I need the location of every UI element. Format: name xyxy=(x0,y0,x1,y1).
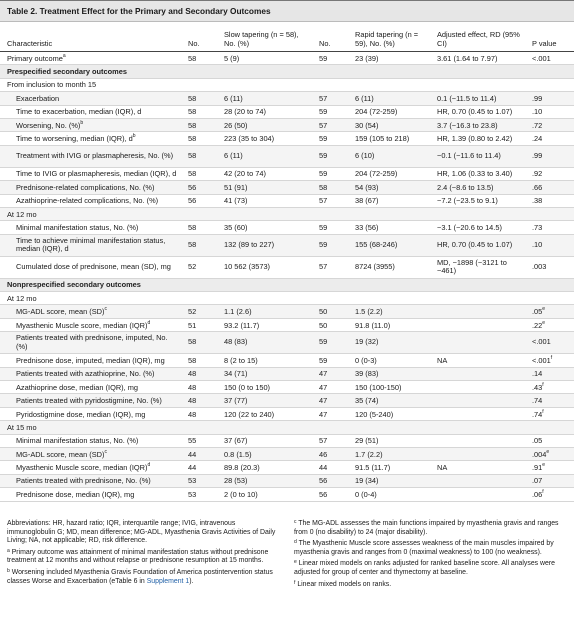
cell-slow-tapering: 6 (11) xyxy=(217,92,312,105)
subsection-label: At 12 mo xyxy=(0,292,574,305)
cell-no-slow: 58 xyxy=(181,234,217,256)
footnote: $^b$ Worsening included Myasthenia Gravis Foundation of America postintervention status classes Worse and Exacerbation (eTable 6 in Supplement 1). xyxy=(7,567,273,585)
cell-p-value: .10 xyxy=(525,234,574,256)
cell-no-slow: 48 xyxy=(181,394,217,407)
cell-slow-tapering: 37 (77) xyxy=(217,394,312,407)
cell-rapid-tapering: 23 (39) xyxy=(348,52,430,65)
cell-characteristic: Minimal manifestation status, No. (%) xyxy=(0,221,181,234)
cell-adjusted-effect: HR, 0.70 (0.45 to 1.07) xyxy=(430,105,525,118)
cell-p-value: .14 xyxy=(525,367,574,380)
cell-rapid-tapering: 0 (0-4) xyxy=(348,488,430,501)
cell-adjusted-effect: HR, 1.39 (0.80 to 2.42) xyxy=(430,132,525,145)
cell-characteristic: Prednisone-related complications, No. (%) xyxy=(0,181,181,194)
table-row xyxy=(0,145,574,167)
cell-adjusted-effect: NA xyxy=(430,354,525,367)
cell-no-slow: 44 xyxy=(181,461,217,474)
cell-slow-tapering: 28 (53) xyxy=(217,474,312,487)
cell-no-rapid: 57 xyxy=(312,256,348,278)
header-no-slow: No. xyxy=(181,22,217,52)
cell-adjusted-effect: 3.7 (−16.3 to 23.8) xyxy=(430,118,525,131)
cell-slow-tapering: 132 (89 to 227) xyxy=(217,234,312,256)
cell-no-rapid: 59 xyxy=(312,354,348,367)
subsection-row xyxy=(0,292,574,305)
subsection-row xyxy=(0,207,574,220)
cell-slow-tapering: 5 (9) xyxy=(217,52,312,65)
cell-slow-tapering: 51 (91) xyxy=(217,181,312,194)
cell-adjusted-effect xyxy=(430,367,525,380)
cell-no-rapid: 57 xyxy=(312,434,348,447)
cell-no-rapid: 59 xyxy=(312,52,348,65)
cell-slow-tapering: 223 (35 to 304) xyxy=(217,132,312,145)
cell-no-rapid: 47 xyxy=(312,407,348,420)
cell-p-value: .99 xyxy=(525,92,574,105)
cell-rapid-tapering: 159 (105 to 218) xyxy=(348,132,430,145)
cell-p-value: .99 xyxy=(525,145,574,167)
table-row xyxy=(0,52,574,65)
cell-no-slow: 56 xyxy=(181,194,217,207)
table-row xyxy=(0,354,574,367)
cell-adjusted-effect: 2.4 (−8.6 to 13.5) xyxy=(430,181,525,194)
cell-no-slow: 58 xyxy=(181,105,217,118)
cell-no-rapid: 47 xyxy=(312,367,348,380)
table-row xyxy=(0,394,574,407)
cell-rapid-tapering: 150 (100-150) xyxy=(348,381,430,394)
footnote-marker: e xyxy=(542,462,546,469)
header-characteristic: Characteristic xyxy=(0,22,181,52)
cell-characteristic: Exacerbation xyxy=(0,92,181,105)
cell-adjusted-effect: 3.61 (1.64 to 7.97) xyxy=(430,52,525,65)
cell-adjusted-effect: HR, 1.06 (0.33 to 3.40) xyxy=(430,167,525,180)
cell-p-value: .24 xyxy=(525,132,574,145)
footnote-marker: a xyxy=(7,547,10,554)
cell-no-slow: 44 xyxy=(181,447,217,460)
footnote: $^d$ The Myasthenic Muscle score assesses weakness of the main muscles impaired by myasthenia gravis and ranges from 0 (maximal weakness) to 100 (no weakness). xyxy=(294,539,554,556)
header-no-rapid: No. xyxy=(312,22,348,52)
cell-no-rapid: 46 xyxy=(312,447,348,460)
footnote-marker: c xyxy=(104,306,107,313)
cell-p-value: .05 xyxy=(525,434,574,447)
cell-characteristic: Patients treated with prednisone, imputed, No. (%) xyxy=(0,332,181,354)
cell-no-rapid: 50 xyxy=(312,318,348,331)
cell-no-slow: 55 xyxy=(181,434,217,447)
footnote-marker: d xyxy=(147,319,151,326)
header-rapid-tapering: Rapid tapering (n = 59), No. (%) xyxy=(348,22,430,52)
cell-characteristic: MG-ADL score, mean (SD)$^c$ xyxy=(0,305,181,318)
cell-rapid-tapering: 39 (83) xyxy=(348,367,430,380)
cell-no-slow: 58 xyxy=(181,354,217,367)
table-row xyxy=(0,118,574,131)
cell-rapid-tapering: 29 (51) xyxy=(348,434,430,447)
footnote-marker: f xyxy=(542,381,544,388)
cell-p-value: .05e xyxy=(525,305,574,318)
section-label: Prespecified secondary outcomes xyxy=(0,65,574,78)
cell-slow-tapering: 2 (0 to 10) xyxy=(217,488,312,501)
cell-no-slow: 52 xyxy=(181,256,217,278)
supplement-link[interactable]: Supplement 1 xyxy=(146,577,190,585)
cell-slow-tapering: 10 562 (3573) xyxy=(217,256,312,278)
cell-rapid-tapering: 1.7 (2.2) xyxy=(348,447,430,460)
cell-adjusted-effect: MD, −1898 (−3121 to −461) xyxy=(430,256,525,278)
cell-no-rapid: 59 xyxy=(312,221,348,234)
cell-slow-tapering: 120 (22 to 240) xyxy=(217,407,312,420)
cell-slow-tapering: 35 (60) xyxy=(217,221,312,234)
cell-characteristic: Azathioprine-related complications, No. (%) xyxy=(0,194,181,207)
cell-rapid-tapering: 38 (67) xyxy=(348,194,430,207)
cell-rapid-tapering: 19 (32) xyxy=(348,332,430,354)
section-row xyxy=(0,65,574,78)
cell-no-slow: 56 xyxy=(181,181,217,194)
cell-no-rapid: 57 xyxy=(312,92,348,105)
cell-slow-tapering: 150 (0 to 150) xyxy=(217,381,312,394)
section-label: Nonprespecified secondary outcomes xyxy=(0,278,574,291)
table-row xyxy=(0,221,574,234)
table-row xyxy=(0,332,574,354)
cell-adjusted-effect xyxy=(430,474,525,487)
footnotes-left xyxy=(7,520,282,592)
cell-adjusted-effect xyxy=(430,488,525,501)
cell-rapid-tapering: 54 (93) xyxy=(348,181,430,194)
cell-rapid-tapering: 155 (68-246) xyxy=(348,234,430,256)
cell-no-rapid: 57 xyxy=(312,194,348,207)
cell-slow-tapering: 34 (71) xyxy=(217,367,312,380)
cell-p-value: .91e xyxy=(525,461,574,474)
cell-adjusted-effect: 0.1 (−11.5 to 11.4) xyxy=(430,92,525,105)
cell-rapid-tapering: 120 (5-240) xyxy=(348,407,430,420)
cell-no-slow: 48 xyxy=(181,407,217,420)
cell-p-value: .72 xyxy=(525,118,574,131)
cell-no-rapid: 59 xyxy=(312,234,348,256)
cell-no-slow: 52 xyxy=(181,305,217,318)
footnote-marker: d xyxy=(294,539,297,546)
cell-p-value: .43$^f$ xyxy=(525,381,574,394)
table-body xyxy=(0,52,574,502)
cell-p-value: .38 xyxy=(525,194,574,207)
cell-characteristic: Prednisone dose, imputed, median (IQR), mg xyxy=(0,354,181,367)
cell-characteristic: Cumulated dose of prednisone, mean (SD), mg xyxy=(0,256,181,278)
cell-slow-tapering: 93.2 (11.7) xyxy=(217,318,312,331)
table-title: Table 2. Treatment Effect for the Primary and Secondary Outcomes xyxy=(0,0,574,22)
cell-adjusted-effect: NA xyxy=(430,461,525,474)
cell-characteristic: Patients treated with prednisone, No. (%) xyxy=(0,474,181,487)
cell-p-value: .07 xyxy=(525,474,574,487)
cell-rapid-tapering: 1.5 (2.2) xyxy=(348,305,430,318)
cell-p-value: .22e xyxy=(525,318,574,331)
footnote: $^f$ Linear mixed models on ranks. xyxy=(294,579,392,588)
footnote-marker: b xyxy=(132,133,136,140)
cell-no-rapid: 57 xyxy=(312,118,348,131)
table-row xyxy=(0,194,574,207)
cell-rapid-tapering: 35 (74) xyxy=(348,394,430,407)
cell-no-slow: 58 xyxy=(181,145,217,167)
cell-no-slow: 58 xyxy=(181,221,217,234)
cell-characteristic: MG-ADL score, mean (SD)$^c$ xyxy=(0,447,181,460)
footnote-marker: f xyxy=(542,408,544,415)
table-row xyxy=(0,367,574,380)
cell-characteristic: Patients treated with azathioprine, No. (%) xyxy=(0,367,181,380)
cell-characteristic: Azathioprine dose, median (IQR), mg xyxy=(0,381,181,394)
table-row xyxy=(0,461,574,474)
footnotes xyxy=(7,520,569,592)
cell-p-value: .10 xyxy=(525,105,574,118)
cell-no-rapid: 47 xyxy=(312,394,348,407)
cell-slow-tapering: 89.8 (20.3) xyxy=(217,461,312,474)
cell-adjusted-effect xyxy=(430,332,525,354)
footnote-marker: c xyxy=(104,448,107,455)
table-row xyxy=(0,92,574,105)
footnote: $^c$ The MG-ADL assesses the main functions impaired by myasthenia gravis and ranges from 0 (no disability) to 24 (major disability). xyxy=(294,519,559,536)
cell-rapid-tapering: 204 (72-259) xyxy=(348,167,430,180)
cell-adjusted-effect: HR, 0.70 (0.45 to 1.07) xyxy=(430,234,525,256)
cell-p-value: <.001 xyxy=(525,52,574,65)
table-row xyxy=(0,318,574,331)
table-row xyxy=(0,447,574,460)
footnote-marker: b xyxy=(80,119,84,126)
header-slow-tapering: Slow tapering (n = 58), No. (%) xyxy=(217,22,312,52)
cell-p-value: <.001 xyxy=(525,332,574,354)
cell-rapid-tapering: 6 (10) xyxy=(348,145,430,167)
cell-characteristic: Treatment with IVIG or plasmapheresis, No. (%) xyxy=(0,145,181,167)
cell-slow-tapering: 42 (20 to 74) xyxy=(217,167,312,180)
cell-slow-tapering: 28 (20 to 74) xyxy=(217,105,312,118)
footnote-marker: e xyxy=(294,559,297,566)
cell-slow-tapering: 48 (83) xyxy=(217,332,312,354)
cell-slow-tapering: 8 (2 to 15) xyxy=(217,354,312,367)
cell-characteristic: Time to worsening, median (IQR), $d^b$ xyxy=(0,132,181,145)
cell-no-slow: 48 xyxy=(181,381,217,394)
header-adjusted-effect: Adjusted effect, RD (95% CI) xyxy=(430,22,525,52)
cell-no-slow: 53 xyxy=(181,488,217,501)
cell-rapid-tapering: 91.5 (11.7) xyxy=(348,461,430,474)
cell-rapid-tapering: 91.8 (11.0) xyxy=(348,318,430,331)
cell-no-rapid: 44 xyxy=(312,461,348,474)
cell-slow-tapering: 6 (11) xyxy=(217,145,312,167)
cell-no-rapid: 59 xyxy=(312,105,348,118)
cell-slow-tapering: 0.8 (1.5) xyxy=(217,447,312,460)
cell-no-rapid: 59 xyxy=(312,167,348,180)
table-row xyxy=(0,407,574,420)
footnotes-right xyxy=(294,520,569,592)
cell-adjusted-effect: −7.2 (−23.5 to 9.1) xyxy=(430,194,525,207)
cell-no-rapid: 58 xyxy=(312,181,348,194)
cell-no-slow: 58 xyxy=(181,92,217,105)
footnote: $^a$ Primary outcome was attainment of minimal manifestation status without prednisone treatment at 12 months and without relapse or prednisone resumption at 15 months. xyxy=(7,547,269,565)
cell-characteristic: Patients treated with pyridostigmine, No. (%) xyxy=(0,394,181,407)
cell-adjusted-effect xyxy=(430,407,525,420)
footnote-marker: b xyxy=(7,567,10,574)
table-row xyxy=(0,434,574,447)
cell-no-rapid: 47 xyxy=(312,381,348,394)
subsection-row xyxy=(0,78,574,91)
header-p-value: P value xyxy=(525,22,574,52)
cell-p-value: .74$^f$ xyxy=(525,407,574,420)
table-row xyxy=(0,488,574,501)
cell-no-rapid: 59 xyxy=(312,332,348,354)
table-row xyxy=(0,474,574,487)
cell-p-value: .004e xyxy=(525,447,574,460)
cell-characteristic: Time to IVIG or plasmapheresis, median (IQR), d xyxy=(0,167,181,180)
cell-no-slow: 58 xyxy=(181,118,217,131)
cell-no-slow: 48 xyxy=(181,367,217,380)
cell-slow-tapering: 41 (73) xyxy=(217,194,312,207)
cell-adjusted-effect xyxy=(430,305,525,318)
cell-p-value: .73 xyxy=(525,221,574,234)
cell-slow-tapering: 1.1 (2.6) xyxy=(217,305,312,318)
cell-p-value: .92 xyxy=(525,167,574,180)
cell-no-slow: 51 xyxy=(181,318,217,331)
cell-adjusted-effect: −3.1 (−20.6 to 14.5) xyxy=(430,221,525,234)
cell-no-rapid: 56 xyxy=(312,488,348,501)
footnote-marker: e xyxy=(542,319,546,326)
cell-no-slow: 58 xyxy=(181,167,217,180)
cell-adjusted-effect xyxy=(430,394,525,407)
cell-adjusted-effect xyxy=(430,434,525,447)
cell-characteristic: Minimal manifestation status, No. (%) xyxy=(0,434,181,447)
cell-rapid-tapering: 0 (0-3) xyxy=(348,354,430,367)
table-row xyxy=(0,181,574,194)
table-row xyxy=(0,381,574,394)
cell-no-rapid: 56 xyxy=(312,474,348,487)
cell-no-rapid: 59 xyxy=(312,145,348,167)
footnote-marker: c xyxy=(294,519,297,525)
cell-characteristic: Myasthenic Muscle score, median (IQR)$^d$ xyxy=(0,461,181,474)
cell-adjusted-effect: −0.1 (−11.6 to 11.4) xyxy=(430,145,525,167)
cell-p-value: .06$^f$ xyxy=(525,488,574,501)
footnote-marker: f xyxy=(550,354,553,361)
footnote-marker: d xyxy=(147,462,151,469)
cell-adjusted-effect xyxy=(430,318,525,331)
table-row xyxy=(0,234,574,256)
footnote: Abbreviations: HR, hazard ratio; IQR, interquartile range; IVIG, intravenous immunoglobulin G; MD, mean difference; MG-ADL, Myasthenia Gravis Activities of Daily Living; NA, not applicable; RD, risk difference. xyxy=(7,520,276,545)
cell-rapid-tapering: 8724 (3955) xyxy=(348,256,430,278)
cell-p-value: <.001$^f$ xyxy=(525,354,574,367)
cell-no-slow: 58 xyxy=(181,52,217,65)
cell-p-value: .003 xyxy=(525,256,574,278)
cell-rapid-tapering: 30 (54) xyxy=(348,118,430,131)
cell-slow-tapering: 37 (67) xyxy=(217,434,312,447)
table-row xyxy=(0,105,574,118)
cell-rapid-tapering: 33 (56) xyxy=(348,221,430,234)
footnote-marker: f xyxy=(542,488,544,495)
subsection-label: At 12 mo xyxy=(0,207,574,220)
subsection-label: At 15 mo xyxy=(0,421,574,434)
cell-rapid-tapering: 6 (11) xyxy=(348,92,430,105)
cell-adjusted-effect xyxy=(430,447,525,460)
subsection-label: From inclusion to month 15 xyxy=(0,78,574,91)
cell-characteristic: Pyridostigmine dose, median (IQR), mg xyxy=(0,407,181,420)
cell-rapid-tapering: 19 (34) xyxy=(348,474,430,487)
footnote: $^e$ Linear mixed models on ranks adjusted for ranked baseline score. All analyses were adjusted for group of center and thymectomy at baseline. xyxy=(294,559,555,576)
footnote-marker: e xyxy=(542,306,546,313)
cell-slow-tapering: 26 (50) xyxy=(217,118,312,131)
cell-no-slow: 58 xyxy=(181,332,217,354)
cell-characteristic: Primary outcome$^a$ xyxy=(0,52,181,65)
footnote-marker: e xyxy=(546,448,550,455)
cell-characteristic: Myasthenic Muscle score, median (IQR)$^d$ xyxy=(0,318,181,331)
table-row xyxy=(0,305,574,318)
footnote-marker: f xyxy=(294,579,296,586)
cell-no-rapid: 50 xyxy=(312,305,348,318)
cell-characteristic: Time to exacerbation, median (IQR), d xyxy=(0,105,181,118)
footnote-marker: a xyxy=(62,52,66,59)
section-row xyxy=(0,278,574,291)
header-row xyxy=(0,22,574,52)
cell-adjusted-effect xyxy=(430,381,525,394)
cell-no-slow: 53 xyxy=(181,474,217,487)
cell-no-rapid: 59 xyxy=(312,132,348,145)
outcomes-table xyxy=(0,22,574,502)
cell-rapid-tapering: 204 (72-259) xyxy=(348,105,430,118)
cell-no-slow: 58 xyxy=(181,132,217,145)
cell-p-value: .74 xyxy=(525,394,574,407)
table-row xyxy=(0,256,574,278)
table-row xyxy=(0,132,574,145)
table-row xyxy=(0,167,574,180)
subsection-row xyxy=(0,421,574,434)
cell-characteristic: Time to achieve minimal manifestation status, median (IQR), d xyxy=(0,234,181,256)
cell-characteristic: Worsening, No. (%)$^b$ xyxy=(0,118,181,131)
cell-p-value: .66 xyxy=(525,181,574,194)
cell-characteristic: Prednisone dose, median (IQR), mg xyxy=(0,488,181,501)
